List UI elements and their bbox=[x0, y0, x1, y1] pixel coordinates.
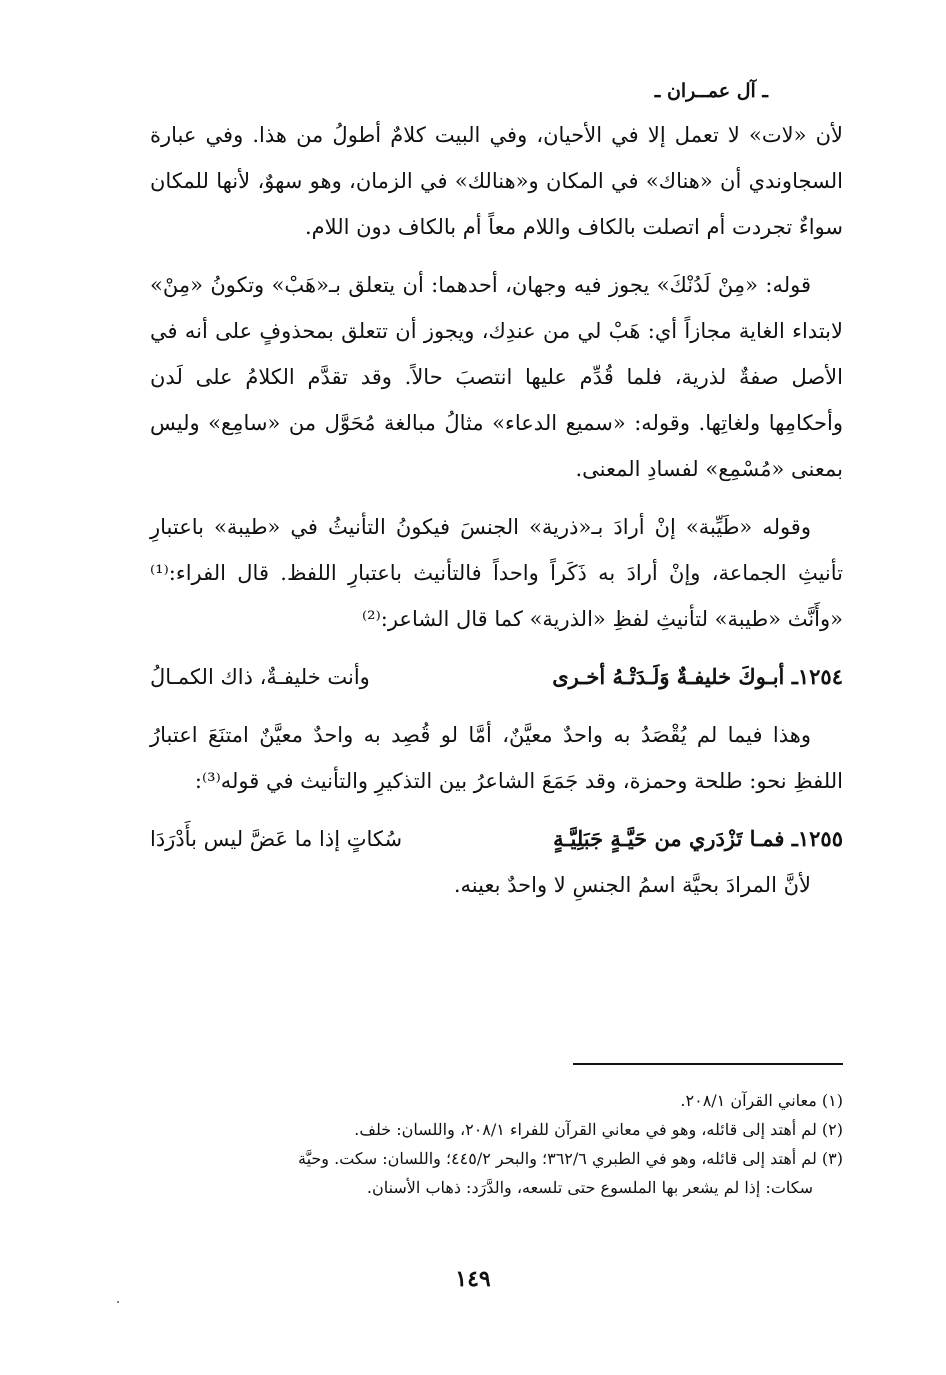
scan-speck bbox=[117, 1301, 119, 1303]
verse-1255-right bbox=[553, 816, 843, 862]
footnotes bbox=[150, 1086, 843, 1202]
footnote-1: (١) معاني القرآن ٢٠٨/١. bbox=[680, 1091, 843, 1110]
footnote-divider bbox=[573, 1063, 843, 1065]
paragraph-5: لأنَّ المرادَ بحيَّة اسمُ الجنسِ لا واحدٌ بعينه. bbox=[453, 873, 811, 897]
verse-1255-hemistich-2: سُكاتٍ إذا ما عَضَّ ليس بأَدْرَدَا bbox=[150, 827, 403, 851]
paragraph-4: وهذا فيما لم يُقْصَدُ به واحدٌ معيَّنٌ، أمَّا لو قُصِد به واحدٌ معيَّنٌ امتنَعَ اعتبارُ اللفظِ نحو: طلحة وحمزة، وقد جَمَعَ الشاعرُ بين التذكيرِ والتأنيث في قوله⁽³⁾: bbox=[150, 723, 843, 793]
paragraph-2: قوله: «مِنْ لَدُنْكَ» يجوز فيه وجهان، أحدهما: أن يتعلق بـ«هَبْ» وتكونُ «مِنْ» لابتداء الغاية مجازاً أي: هَبْ لي من عندِك، ويجوز أن تتعلق بمحذوفٍ على أنه في الأصل صفةٌ لذرية، فلما قُدِّم عليها انتصبَ حالاً. وقد تقدَّم الكلامُ على لَدن وأحكامِها ولغاتِها. وقوله: «سميع الدعاء» مثالُ مبالغة مُحَوَّل من «سامِع» وليس بمعنى «مُسْمِع» لفسادِ المعنى. bbox=[150, 273, 843, 481]
footnote-3-continuation: سكات: إذا لم يشعر بها الملسوع حتى تلسعه، والدَّرَد: ذهاب الأسنان. bbox=[366, 1178, 813, 1197]
verse-1254-hemistich-1: أبـوكَ خليفـةٌ وَلَـدَتْـهُ أخـرى bbox=[552, 664, 785, 689]
verse-1255-hemistich-1: فمـا تَزْدَري من حَيَّـةٍ جَبَلِيَّـةٍ bbox=[553, 826, 785, 851]
verse-1254-hemistich-2: وأنت خليفـةٌ، ذاك الكمـالُ bbox=[150, 665, 370, 689]
verse-1255-number: ١٢٥٥ـ bbox=[791, 826, 843, 851]
footnote-2: (٢) لم أهتد إلى قائله، وهو في معاني القرآن للفراء ٢٠٨/١، واللسان: خلف. bbox=[354, 1120, 843, 1139]
main-text bbox=[150, 112, 843, 908]
paragraph-1: لأن «لات» لا تعمل إلا في الأحيان، وفي البيت كلامٌ أطولُ من هذا. وفي عبارة السجاوندي أن «هناك» في المكان و«هنالك» في الزمان، وهو سهوٌ، لأنها للمكان سواءٌ تجردت أم اتصلت بالكاف واللام معاً أم بالكاف دون اللام. bbox=[150, 123, 843, 239]
verse-1254-right bbox=[552, 654, 843, 700]
page-number: ١٤٩ bbox=[455, 1266, 491, 1292]
paragraph-3: وقوله «طَيِّبة» إنْ أرادَ بـ«ذرية» الجنسَ فيكونُ التأنيثُ في «طيبة» باعتبارِ تأنيثِ الجماعة، وإنْ أرادَ به ذَكَراً واحداً فالتأنيث باعتبارِ اللفظ. قال الفراء:⁽¹⁾ «وأَنَّث «طيبة» لتأنيثِ لفظِ «الذرية» كما قال الشاعر:⁽²⁾ bbox=[150, 515, 843, 631]
verse-1254 bbox=[150, 654, 843, 700]
running-header: ـ آل عمــران ـ bbox=[654, 80, 768, 102]
footnote-3: (٣) لم أهتد إلى قائله، وهو في الطبري ٣٦٢/٦؛ والبحر ٤٤٥/٢؛ واللسان: سكت. وحيَّة bbox=[298, 1149, 843, 1168]
verse-1254-number: ١٢٥٤ـ bbox=[791, 664, 843, 689]
verse-1255 bbox=[150, 816, 843, 862]
